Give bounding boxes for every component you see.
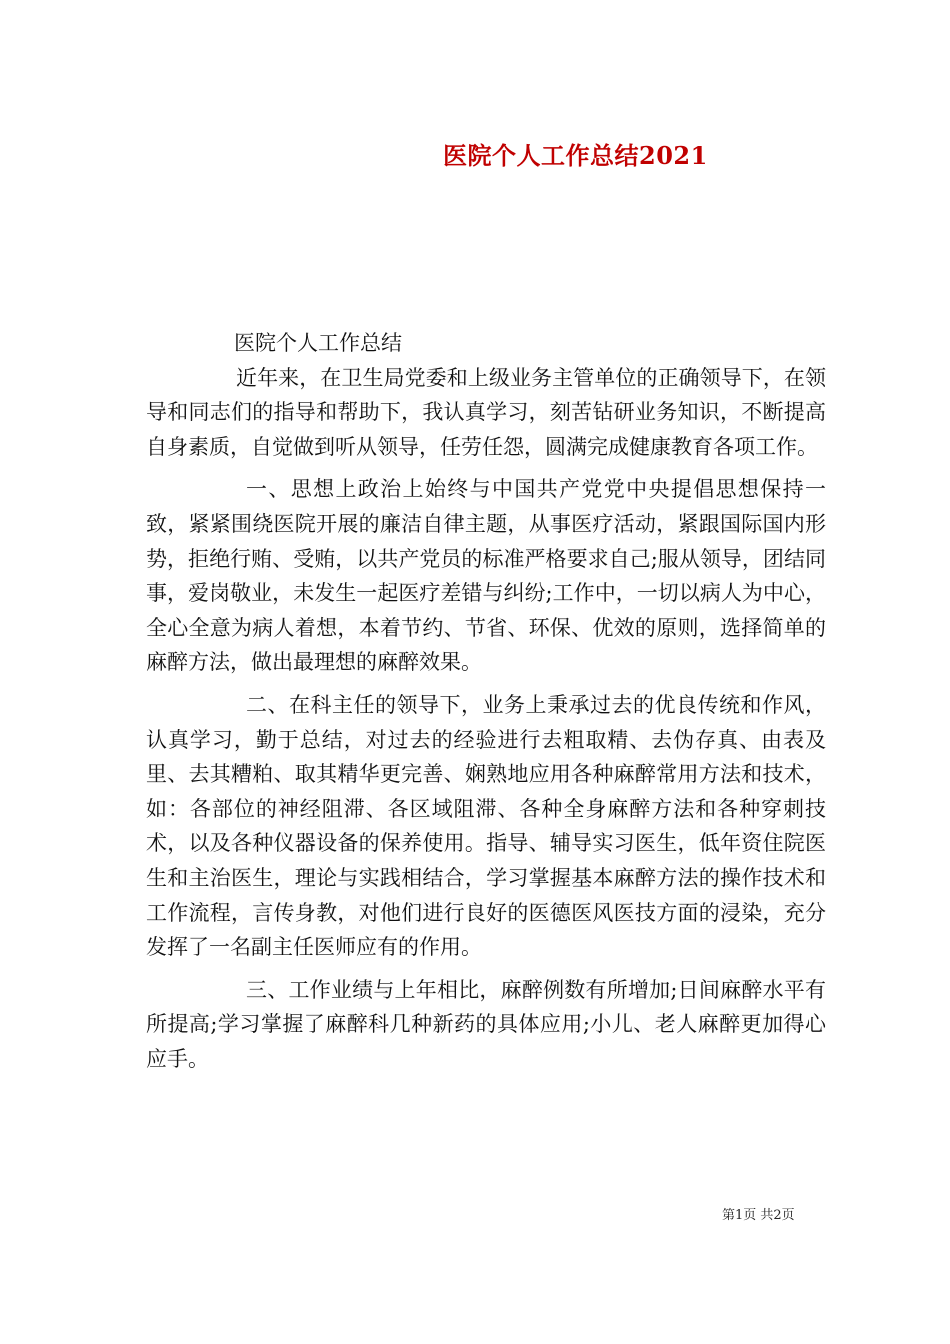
section-paragraph-3: 三、工作业绩与上年相比，麻醉例数有所增加;日间麻醉水平有所提高;学习掌握了麻醉科几种新药的具体应用;小儿、老人麻醉更加得心应手。: [146, 977, 826, 1071]
document-title: 医院个人工作总结2021: [443, 141, 708, 170]
intro-paragraph: 近年来，在卫生局党委和上级业务主管单位的正确领导下，在领导和同志们的指导和帮助下，我认真学习，刻苦钻研业务知识，不断提高自身素质，自觉做到听从领导，任劳任怨，圆满完成健康教育各项工作。: [146, 365, 826, 459]
document-body: [146, 326, 826, 1076]
document-subtitle: 医院个人工作总结: [234, 331, 402, 355]
section-paragraph-2: 二、在科主任的领导下，业务上秉承过去的优良传统和作风，认真学习，勤于总结，对过去的经验进行去粗取精、去伪存真、由表及里、去其糟粕、取其精华更完善、娴熟地应用各种麻醉常用方法和技术，如：各部位的神经阻滞、各区域阻滞、各种全身麻醉方法和各种穿刺技术，以及各种仪器设备的保养使用。指导、辅导实习医生，低年资住院医生和主治医生，理论与实践相结合，学习掌握基本麻醉方法的操作技术和工作流程，言传身教，对他们进行良好的医德医风医技方面的浸染，充分发挥了一名副主任医师应有的作用。: [146, 692, 826, 960]
section-paragraph-1: 一、思想上政治上始终与中国共产党党中央提倡思想保持一致，紧紧围绕医院开展的廉洁自律主题，从事医疗活动，紧跟国际国内形势，拒绝行贿、受贿，以共产党员的标准严格要求自己;服从领导，团结同事，爱岗敬业，未发生一起医疗差错与纠纷;工作中，一切以病人为中心，全心全意为病人着想，本着节约、节省、环保、优效的原则，选择简单的麻醉方法，做出最理想的麻醉效果。: [146, 477, 826, 675]
page-number-footer: 第1页 共2页: [722, 1208, 795, 1223]
